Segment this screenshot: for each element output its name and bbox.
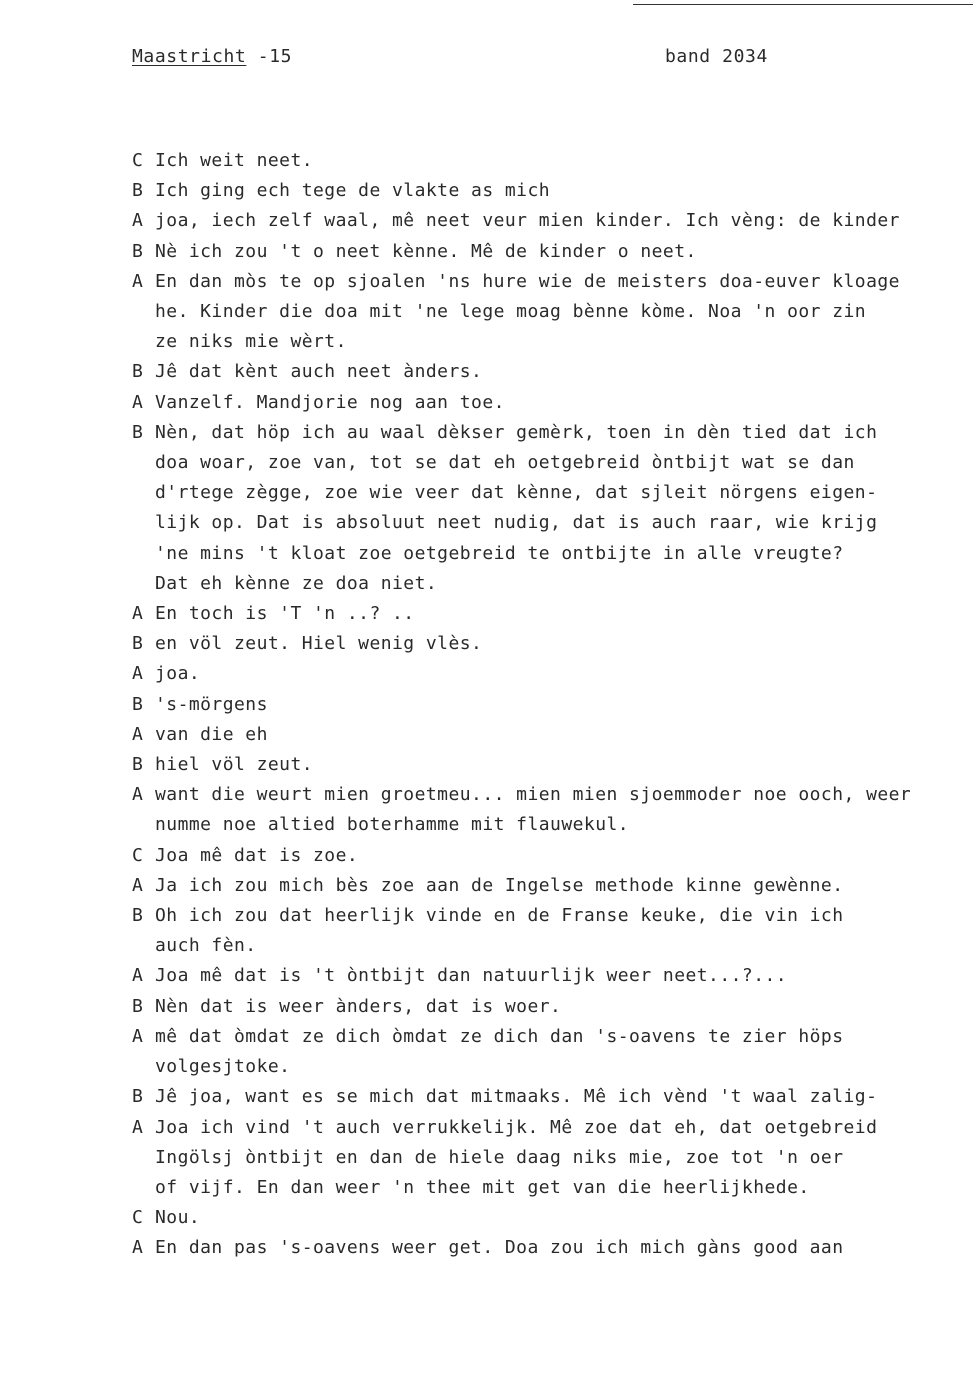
speaker-label: B <box>132 180 144 202</box>
speaker-turn <box>132 720 972 750</box>
utterance-text: Nèn dat is weer ànders, dat is woer. <box>155 995 562 1017</box>
utterance-text: Joa ich vind 't auch verrukkelijk. Mê zoe dat eh, dat oetgebreid <box>155 1116 878 1138</box>
speaker-label: A <box>132 784 144 806</box>
utterance-text: Nèn, dat höp ich au waal dèkser gemèrk, toen in dèn tied dat ich <box>155 421 878 443</box>
speaker-label <box>132 1052 155 1082</box>
utterance-text: joa, iech zelf waal, mê neet veur mien kinder. Ich vèng: de kinder <box>155 210 900 232</box>
utterance-text: doa woar, zoe van, tot se dat eh oetgebreid òntbijt wat se dan <box>155 452 855 474</box>
speaker-label: B <box>132 905 144 927</box>
top-rule <box>633 4 973 5</box>
speaker-turn <box>132 418 972 448</box>
speaker-label: A <box>132 210 144 232</box>
turn-continuation-line <box>132 1052 972 1082</box>
transcript-body <box>132 146 972 1264</box>
utterance-text: auch fèn. <box>155 935 257 957</box>
turn-continuation-line <box>132 539 972 569</box>
turn-continuation-line <box>132 1143 972 1173</box>
speaker-turn <box>132 629 972 659</box>
speaker-turn <box>132 992 972 1022</box>
turn-continuation-line <box>132 810 972 840</box>
speaker-label: B <box>132 361 144 383</box>
utterance-text: En toch is 'T 'n ..? .. <box>155 603 415 625</box>
speaker-label <box>132 448 155 478</box>
speaker-label: A <box>132 663 144 685</box>
speaker-label <box>132 569 155 599</box>
speaker-label: C <box>132 1207 144 1229</box>
utterance-text: he. Kinder die doa mit 'ne lege moag bènne kòme. Noa 'n oor zin <box>155 301 867 323</box>
speaker-turn <box>132 1113 972 1143</box>
utterance-text: ze niks mie wèrt. <box>155 331 347 353</box>
turn-continuation-line <box>132 478 972 508</box>
speaker-label: A <box>132 723 144 745</box>
speaker-turn <box>132 780 972 810</box>
speaker-turn <box>132 750 972 780</box>
turn-continuation-line <box>132 327 972 357</box>
speaker-turn <box>132 841 972 871</box>
speaker-turn <box>132 690 972 720</box>
speaker-label <box>132 810 155 840</box>
speaker-turn <box>132 871 972 901</box>
turn-continuation-line <box>132 297 972 327</box>
speaker-label <box>132 508 155 538</box>
utterance-text: numme noe altied boterhamme mit flauwekul. <box>155 814 630 836</box>
speaker-turn <box>132 1233 972 1263</box>
speaker-label: A <box>132 1025 144 1047</box>
speaker-label <box>132 327 155 357</box>
speaker-label: A <box>132 1116 144 1138</box>
speaker-turn <box>132 357 972 387</box>
speaker-label: B <box>132 633 144 655</box>
utterance-text: d'rtege zègge, zoe wie veer dat kènne, dat sjleit nörgens eigen- <box>155 482 878 504</box>
speaker-label: C <box>132 844 144 866</box>
speaker-label <box>132 1143 155 1173</box>
speaker-label <box>132 931 155 961</box>
speaker-turn <box>132 1022 972 1052</box>
utterance-text: en völ zeut. Hiel wenig vlès. <box>155 633 483 655</box>
speaker-turn <box>132 1203 972 1233</box>
turn-continuation-line <box>132 1173 972 1203</box>
utterance-text: 'ne mins 't kloat zoe oetgebreid te ontbijte in alle vreugte? <box>155 542 844 564</box>
utterance-text: hiel völ zeut. <box>155 754 314 776</box>
speaker-label: B <box>132 995 144 1017</box>
speaker-turn <box>132 961 972 991</box>
utterance-text: van die eh <box>155 723 268 745</box>
speaker-label: B <box>132 421 144 443</box>
turn-continuation-line <box>132 931 972 961</box>
speaker-label <box>132 1173 155 1203</box>
speaker-turn <box>132 1082 972 1112</box>
utterance-text: Joa mê dat is zoe. <box>155 844 359 866</box>
speaker-label: B <box>132 1086 144 1108</box>
utterance-text: lijk op. Dat is absoluut neet nudig, dat is auch raar, wie krijg <box>155 512 878 534</box>
speaker-label: A <box>132 270 144 292</box>
utterance-text: Nè ich zou 't o neet kènne. Mê de kinder o neet. <box>155 240 697 262</box>
speaker-label: B <box>132 754 144 776</box>
tape-number: band 2034 <box>665 46 768 67</box>
speaker-label <box>132 478 155 508</box>
utterance-text: volgesjtoke. <box>155 1056 291 1078</box>
page-number: -15 <box>246 46 293 67</box>
speaker-turn <box>132 146 972 176</box>
utterance-text: mê dat òmdat ze dich òmdat ze dich dan 's-oavens te zier höps <box>155 1025 844 1047</box>
utterance-text: want die weurt mien groetmeu... mien mien sjoemmoder noe ooch, weer <box>155 784 912 806</box>
turn-continuation-line <box>132 569 972 599</box>
speaker-label: A <box>132 965 144 987</box>
speaker-turn <box>132 901 972 931</box>
speaker-turn <box>132 267 972 297</box>
utterance-text: Jê dat kènt auch neet ànders. <box>155 361 483 383</box>
utterance-text: Joa mê dat is 't òntbijt dan natuurlijk weer neet...?... <box>155 965 788 987</box>
speaker-label: A <box>132 1237 144 1259</box>
utterance-text: Dat eh kènne ze doa niet. <box>155 572 438 594</box>
speaker-label <box>132 297 155 327</box>
speaker-label: C <box>132 150 144 171</box>
speaker-label: B <box>132 693 144 715</box>
utterance-text: En dan pas 's-oavens weer get. Doa zou ich mich gàns good aan <box>155 1237 844 1259</box>
speaker-label: A <box>132 603 144 625</box>
utterance-text: joa. <box>155 663 201 685</box>
speaker-label: B <box>132 240 144 262</box>
turn-continuation-line <box>132 448 972 478</box>
page-header-left <box>132 46 292 67</box>
utterance-text: Ingölsj òntbijt en dan de hiele daag niks mie, zoe tot 'n oer <box>155 1146 844 1168</box>
utterance-text: Vanzelf. Mandjorie nog aan toe. <box>155 391 505 413</box>
utterance-text: Nou. <box>155 1207 201 1229</box>
speaker-turn <box>132 599 972 629</box>
utterance-text: Oh ich zou dat heerlijk vinde en de Franse keuke, die vin ich <box>155 905 844 927</box>
speaker-label <box>132 539 155 569</box>
utterance-text: 's-mörgens <box>155 693 268 715</box>
utterance-text: Ich weit neet. <box>155 150 314 171</box>
utterance-text: Ich ging ech tege de vlakte as mich <box>155 180 551 202</box>
speaker-turn <box>132 206 972 236</box>
utterance-text: Jê joa, want es se mich dat mitmaaks. Mê ich vènd 't waal zalig- <box>155 1086 878 1108</box>
utterance-text: En dan mòs te op sjoalen 'ns hure wie de meisters doa-euver kloage <box>155 270 900 292</box>
speaker-label: A <box>132 874 144 896</box>
speaker-label: A <box>132 391 144 413</box>
speaker-turn <box>132 237 972 267</box>
speaker-turn <box>132 388 972 418</box>
place-name: Maastricht <box>132 46 247 67</box>
speaker-turn <box>132 659 972 689</box>
turn-continuation-line <box>132 508 972 538</box>
utterance-text: Ja ich zou mich bès zoe aan de Ingelse methode kinne gewènne. <box>155 874 844 896</box>
speaker-turn <box>132 176 972 206</box>
utterance-text: of vijf. En dan weer 'n thee mit get van die heerlijkhede. <box>155 1176 810 1198</box>
